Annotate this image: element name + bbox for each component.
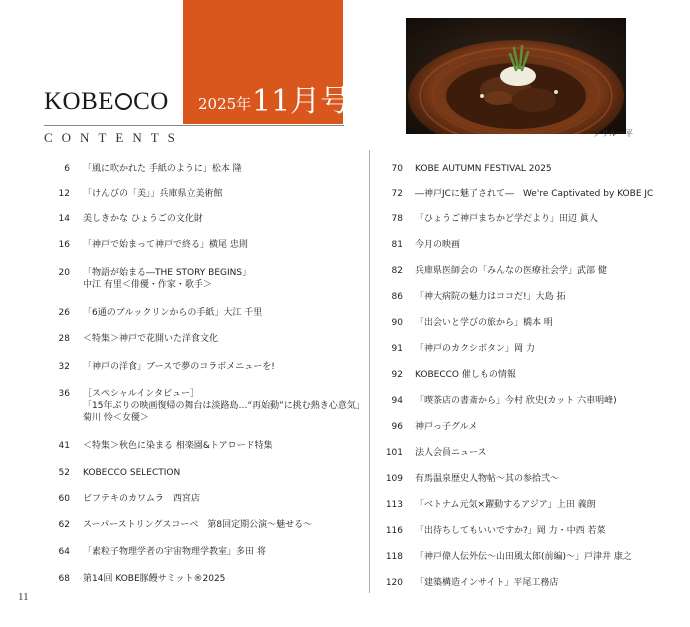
toc-title-line: スーパーストリングスコーベ 第8回定期公演～魅せる～ <box>83 520 313 530</box>
toc-page-number: 20 <box>58 268 70 278</box>
toc-title-line: 「ベトナム元気×躍動するアジア」上田 義朗 <box>415 500 596 510</box>
toc-title-line: ＜特集＞秋色に染まる 相楽園&トアロード特集 <box>83 441 273 451</box>
toc-page-number: 94 <box>391 396 403 406</box>
toc-page-number: 116 <box>385 526 403 536</box>
toc-title <box>83 267 251 291</box>
toc-page-number: 12 <box>58 189 70 199</box>
toc-title <box>415 291 565 303</box>
toc-title <box>83 440 273 452</box>
toc-title-line: 「神戸の洋食」ブースで夢のコラボメニューを! <box>83 362 275 372</box>
toc-page-number: 14 <box>58 214 70 224</box>
toc-title-line: ＜特集＞神戸で花開いた洋食文化 <box>83 334 219 344</box>
toc-title-line: 「出待ちしてもいいですか?」岡 力・中西 若菜 <box>415 526 606 536</box>
issue-month: 11月号 <box>252 84 351 119</box>
toc-title <box>415 265 607 277</box>
toc-title-line: ［スペシャルインタビュー］ <box>83 389 200 399</box>
toc-title-line: 中江 有里＜俳優・作家・歌手＞ <box>83 280 212 290</box>
issue-year: 2025年 <box>198 95 252 113</box>
toc-title <box>415 239 460 251</box>
logo-text-start: KOBE <box>44 88 115 115</box>
toc-title <box>83 467 180 479</box>
toc-title <box>83 519 312 531</box>
toc-page-number: 86 <box>391 292 403 302</box>
toc-title <box>415 369 516 381</box>
toc-title <box>415 163 552 175</box>
toc-title <box>83 333 218 345</box>
toc-title <box>83 188 223 200</box>
toc-title <box>415 188 653 200</box>
toc-page-number: 90 <box>391 318 403 328</box>
toc-page-number: 78 <box>391 214 403 224</box>
toc-title <box>83 573 225 585</box>
toc-title-line: KOBECCO SELECTION <box>83 468 181 478</box>
toc-page-number: 120 <box>385 578 403 588</box>
toc-title-line: 「物語が始まる―THE STORY BEGINS」 <box>83 268 252 278</box>
toc-title <box>415 447 487 459</box>
toc-title <box>415 577 558 589</box>
header-divider <box>44 125 344 126</box>
toc-title-line: 「神戸のカクシボタン」岡 力 <box>415 344 535 354</box>
toc-title <box>83 361 275 373</box>
toc-title <box>83 388 365 424</box>
toc-title <box>83 546 266 558</box>
toc-title <box>415 473 559 485</box>
toc-title-line: 「ひょうご神戸まちかど学だより」田辺 眞人 <box>415 214 598 224</box>
toc-title-line: 「喫茶店の書斎から」今村 欣史(カット 六車明峰) <box>415 396 617 406</box>
toc-title <box>415 343 535 355</box>
toc-title-line: 「神戸で始まって神戸で終る」横尾 忠則 <box>83 240 248 250</box>
toc-title-line: 「神戸偉人伝外伝～山田風太郎(前編)～」戸津井 康之 <box>415 552 632 562</box>
logo-c-ring-icon <box>115 93 132 110</box>
toc-title-line: 「15年ぶりの映画復帰の舞台は淡路島…“再始動”に挑む熱き心意気」 <box>83 401 365 411</box>
toc-title-line: ビフテキのカワムラ 西宮店 <box>83 494 200 504</box>
toc-page-number: 16 <box>58 240 70 250</box>
toc-title-line: 美しきかな ひょうごの文化財 <box>83 214 203 224</box>
toc-title-line: 菊川 怜＜女優＞ <box>83 413 149 423</box>
toc-title-line: 今月の映画 <box>415 240 461 250</box>
toc-title-line: 「出会いと学びの旅から」橋本 明 <box>415 318 553 328</box>
toc-page-number: 41 <box>58 441 70 451</box>
toc-page-number: 118 <box>385 552 403 562</box>
toc-title-line: 「風に吹かれた 手紙のように」松本 隆 <box>83 164 242 174</box>
toc-title <box>83 163 242 175</box>
toc-page-number: 36 <box>58 389 70 399</box>
toc-page-number: 70 <box>391 164 403 174</box>
toc-title <box>415 421 477 433</box>
toc-title <box>415 213 598 225</box>
logo-text-end: CO <box>133 88 169 115</box>
toc-page-number: 64 <box>58 547 70 557</box>
toc-title <box>415 551 632 563</box>
photo-caption: グリル一平 <box>593 129 633 138</box>
toc-page-number: 113 <box>385 500 403 510</box>
toc-page-number: 91 <box>391 344 403 354</box>
cover-dish-photo <box>406 18 626 134</box>
toc-page-number: 72 <box>391 189 403 199</box>
toc-title <box>83 307 262 319</box>
toc-title-line: 法人会員ニュース <box>415 448 487 458</box>
toc-page-number: 68 <box>58 574 70 584</box>
toc-title-line: 「けんびの「美」」兵庫県立美術館 <box>83 189 223 199</box>
page-number: 11 <box>18 591 29 603</box>
toc-title-line: 「素粒子物理学者の宇宙物理学教室」多田 将 <box>83 547 266 557</box>
toc-page-number: 52 <box>58 468 70 478</box>
toc-page-number: 82 <box>391 266 403 276</box>
toc-title <box>83 493 200 505</box>
toc-page-number: 32 <box>58 362 70 372</box>
toc-title-line: ―神戸JCに魅了されて― We're Captivated by KOBE JC <box>415 189 654 199</box>
toc-title-line: 有馬温泉歴史人物帖～其の参拾弐～ <box>415 474 560 484</box>
toc-title-line: 「神大病院の魅力はココだ!」大島 拓 <box>415 292 566 302</box>
toc-page-number: 6 <box>64 164 70 174</box>
toc-title-line: 「6通のブルックリンからの手紙」大江 千里 <box>83 308 263 318</box>
toc-title <box>415 499 596 511</box>
toc-page-number: 101 <box>385 448 403 458</box>
toc-title-line: 第14回 KOBE豚饅サミット®2025 <box>83 574 226 584</box>
toc-title-line: 神戸っ子グルメ <box>415 422 478 432</box>
contents-heading: CONTENTS <box>44 130 184 145</box>
toc-title-line: KOBE AUTUMN FESTIVAL 2025 <box>415 164 552 174</box>
toc-page-number: 26 <box>58 308 70 318</box>
toc-title <box>83 213 203 225</box>
toc-page-number: 81 <box>391 240 403 250</box>
toc-page-number: 109 <box>385 474 403 484</box>
kobecco-logo <box>44 88 169 116</box>
toc-title-line: 「建築構造インサイト」平尾工務店 <box>415 578 559 588</box>
toc-title <box>83 239 248 251</box>
toc-page-number: 28 <box>58 334 70 344</box>
toc-page-number: 96 <box>391 422 403 432</box>
toc-title-line: 兵庫県医師会の「みんなの医療社会学」武部 健 <box>415 266 607 276</box>
toc-page-number: 92 <box>391 370 403 380</box>
column-divider <box>369 150 370 593</box>
toc-title <box>415 395 617 407</box>
toc-title-line: KOBECCO 催しもの情報 <box>415 370 516 380</box>
toc-title <box>415 525 606 537</box>
toc-page-number: 60 <box>58 494 70 504</box>
toc-page-number: 62 <box>58 520 70 530</box>
toc-title <box>415 317 553 329</box>
